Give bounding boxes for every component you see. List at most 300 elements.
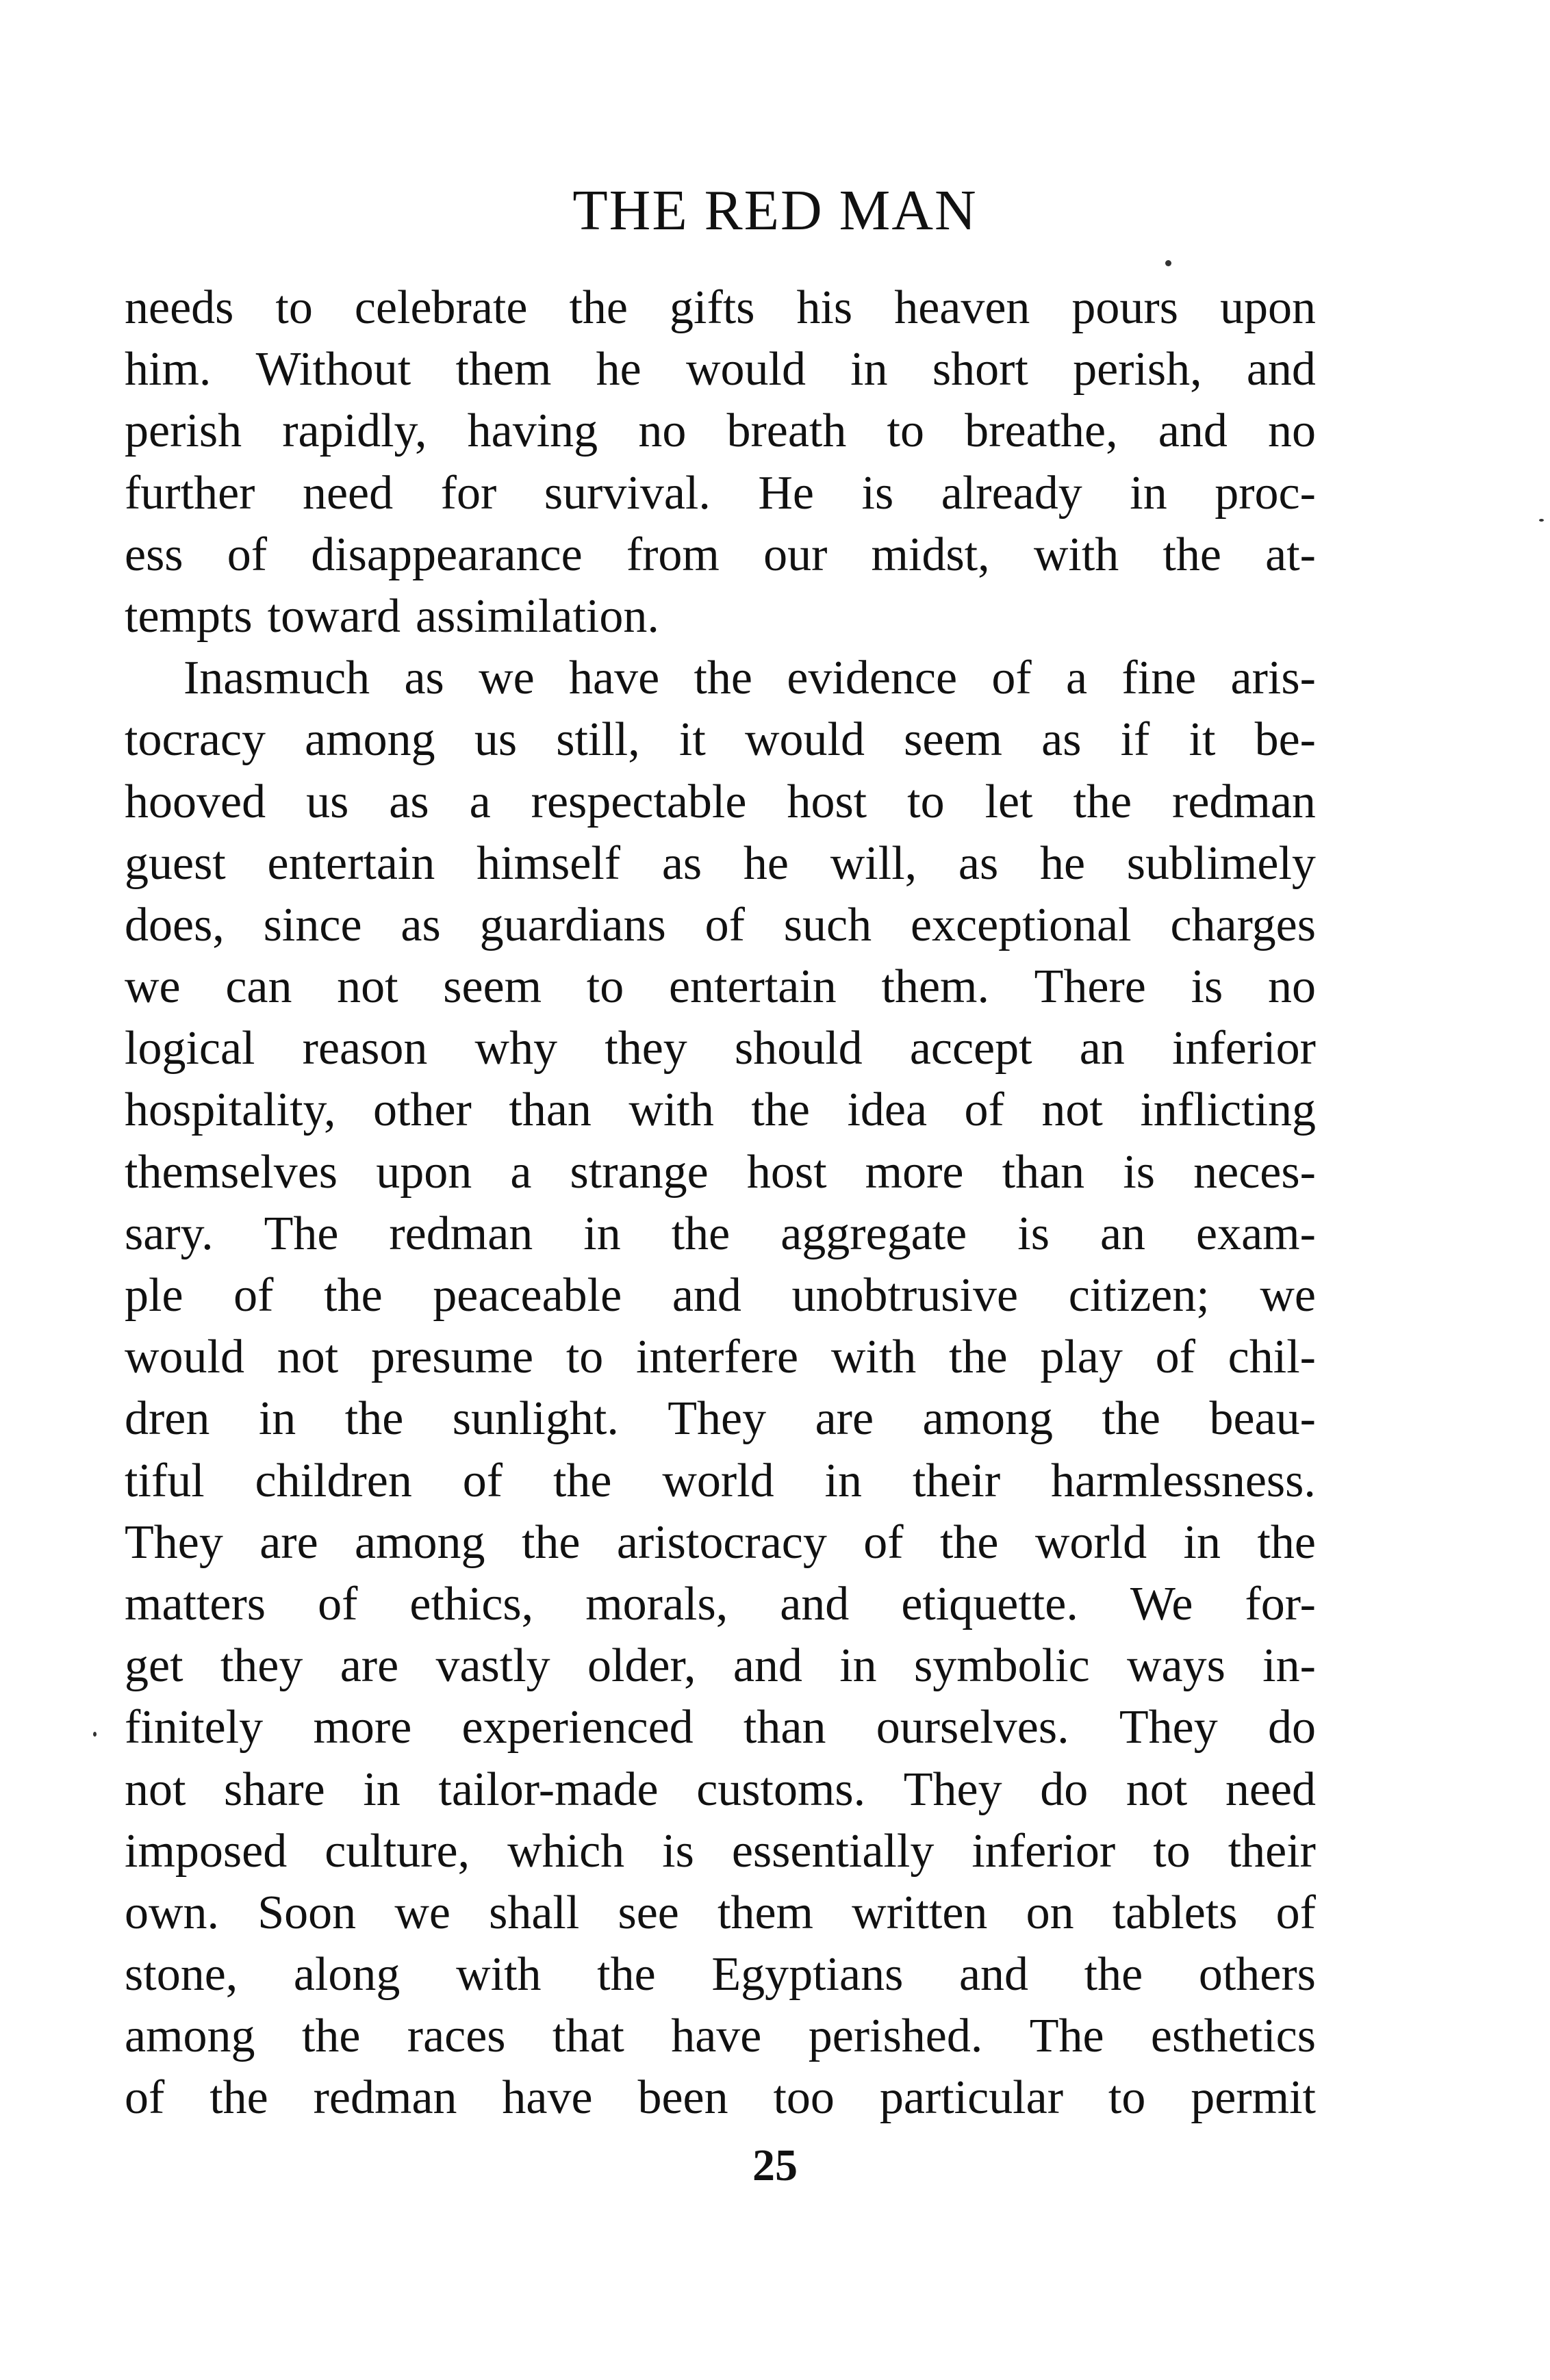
text-line	[125, 1821, 1316, 1882]
word: for	[440, 466, 497, 520]
word: ourselves.	[876, 1701, 1069, 1754]
word: an	[1100, 1207, 1146, 1260]
word: which	[507, 1824, 625, 1878]
word: is	[861, 466, 894, 520]
word: should	[734, 1022, 863, 1075]
word: of	[704, 898, 745, 951]
word: more	[865, 1145, 964, 1199]
word: seem	[904, 713, 1002, 767]
word: in	[583, 1207, 621, 1260]
word: They	[903, 1763, 1002, 1816]
text-line	[125, 1882, 1316, 1944]
word: of	[1155, 1331, 1195, 1384]
word: beau-	[1209, 1392, 1316, 1446]
word: idea	[847, 1084, 928, 1137]
word: ethics,	[409, 1577, 534, 1630]
word: can	[225, 960, 292, 1014]
word: of	[233, 1269, 274, 1322]
word: not	[1126, 1763, 1188, 1816]
word: him.	[125, 343, 212, 396]
word: and	[1246, 343, 1316, 396]
word: citizen;	[1068, 1269, 1210, 1322]
word: and	[733, 1639, 802, 1693]
word: redman	[1172, 775, 1316, 828]
word: strange	[570, 1145, 709, 1199]
word: sary.	[125, 1207, 214, 1260]
word: They	[125, 1515, 223, 1569]
word: races	[407, 2010, 506, 2063]
word: would	[685, 343, 806, 396]
word: imposed	[125, 1824, 288, 1878]
word: to	[887, 405, 924, 458]
word: symbolic	[913, 1639, 1090, 1693]
word: exam-	[1196, 1207, 1316, 1260]
body-text	[125, 277, 1316, 2129]
word: others	[1198, 1948, 1316, 2001]
word: fine	[1121, 652, 1197, 705]
word: as	[958, 836, 999, 890]
word: aggregate	[780, 1207, 967, 1260]
text-line	[125, 1635, 1316, 1697]
word: Egyptians	[711, 1948, 904, 2001]
word: to	[275, 281, 313, 334]
word: have	[569, 652, 660, 705]
word: dren	[125, 1392, 210, 1446]
word: celebrate	[354, 281, 528, 334]
word: not	[277, 1331, 339, 1384]
word: gifts	[670, 281, 755, 334]
word: not	[337, 960, 398, 1014]
word: since	[263, 898, 362, 951]
text-line	[125, 1327, 1316, 1388]
word: in	[824, 1454, 862, 1507]
word: particular	[879, 2071, 1064, 2125]
word: heaven	[894, 281, 1030, 334]
word: entertain	[668, 960, 837, 1014]
word: to	[1153, 1824, 1191, 1878]
word: customs.	[696, 1763, 866, 1816]
word: older,	[587, 1639, 696, 1693]
word: permit	[1191, 2071, 1316, 2125]
word: he	[1039, 836, 1086, 890]
word: ess	[125, 528, 183, 581]
word: in	[258, 1392, 296, 1446]
text-line	[125, 277, 1316, 339]
word: sunlight.	[452, 1392, 619, 1446]
word: in-	[1262, 1639, 1316, 1693]
word: world	[662, 1454, 774, 1507]
word: inferior	[971, 1824, 1116, 1878]
word: see	[618, 1886, 679, 1939]
word: a	[510, 1145, 532, 1199]
word: midst,	[871, 528, 990, 581]
word: is	[1123, 1145, 1156, 1199]
word: matters	[125, 1577, 266, 1630]
word: if	[1120, 713, 1150, 767]
word: world	[1034, 1515, 1147, 1569]
word: further	[125, 466, 255, 520]
word: he	[596, 343, 641, 396]
word: toward	[267, 589, 401, 643]
word: them	[455, 343, 552, 396]
word: upon	[1220, 281, 1316, 334]
word: host	[746, 1145, 827, 1199]
word: perish,	[1073, 343, 1202, 396]
word: neces-	[1193, 1145, 1316, 1199]
word: are	[340, 1639, 399, 1693]
word: tailor-made	[438, 1763, 659, 1816]
text-line	[125, 895, 1316, 956]
word: the	[521, 1515, 581, 1569]
word: charges	[1170, 898, 1316, 951]
word: unobtrusive	[791, 1269, 1019, 1322]
word: the	[949, 1331, 1008, 1384]
word: in	[839, 1639, 877, 1693]
text-line	[125, 1574, 1316, 1635]
text-line	[125, 1203, 1316, 1265]
running-head: THE RED MAN	[572, 179, 978, 242]
text-line	[125, 2067, 1316, 2129]
word: experienced	[461, 1701, 694, 1754]
word: that	[552, 2010, 624, 2063]
word: needs	[125, 281, 234, 334]
word: along	[293, 1948, 401, 2001]
word: the	[301, 2010, 361, 2063]
word: guest	[125, 836, 226, 890]
text-line	[125, 1512, 1316, 1574]
word: us	[306, 775, 349, 828]
text-line	[125, 1697, 1316, 1758]
word: esthetics	[1150, 2010, 1316, 2063]
word: disappearance	[311, 528, 583, 581]
word: short	[932, 343, 1028, 396]
word: them	[717, 1886, 813, 1939]
word: breathe,	[965, 405, 1118, 458]
word: proc-	[1215, 466, 1316, 520]
word: tablets	[1112, 1886, 1238, 1939]
word: the	[552, 1454, 612, 1507]
text-line	[125, 1944, 1316, 2006]
text-line	[125, 1450, 1316, 1512]
word: in	[1183, 1515, 1221, 1569]
word: is	[1191, 960, 1223, 1014]
word: in	[363, 1763, 401, 1816]
word: the	[1102, 1392, 1160, 1446]
word: as	[401, 898, 441, 951]
word: the	[1257, 1515, 1316, 1569]
word: assimilation.	[416, 589, 659, 643]
word: They	[668, 1392, 767, 1446]
word: no	[1267, 960, 1316, 1014]
word: more	[313, 1701, 412, 1754]
word: not	[1041, 1084, 1103, 1137]
word: upon	[376, 1145, 472, 1199]
word: let	[984, 775, 1033, 828]
text-line	[125, 1388, 1316, 1450]
word: are	[259, 1515, 318, 1569]
word: tocracy	[125, 713, 266, 767]
word: perish	[125, 405, 242, 458]
paragraph-1	[125, 277, 1316, 648]
word: too	[773, 2071, 835, 2125]
word: aristocracy	[616, 1515, 827, 1569]
word: in	[1130, 466, 1167, 520]
word: have	[502, 2071, 593, 2125]
word: of	[991, 652, 1032, 705]
word: his	[796, 281, 853, 334]
word: no	[1268, 405, 1316, 458]
word: to	[907, 775, 945, 828]
word: will,	[830, 836, 917, 890]
word: of	[863, 1515, 904, 1569]
word: an	[1079, 1022, 1125, 1075]
word: of	[1275, 1886, 1316, 1939]
word: There	[1034, 960, 1146, 1014]
word: etiquette.	[901, 1577, 1078, 1630]
word: we	[1260, 1269, 1316, 1322]
text-line	[125, 1142, 1316, 1203]
word: he	[743, 836, 789, 890]
word: the	[671, 1207, 730, 1260]
word: a	[469, 775, 491, 828]
word: among	[305, 713, 435, 767]
word: presume	[370, 1331, 534, 1384]
word: reason	[302, 1022, 428, 1075]
word: perished.	[808, 2010, 983, 2063]
word: as	[661, 836, 702, 890]
word: and	[958, 1948, 1029, 2001]
text-line	[125, 339, 1316, 400]
word: still,	[556, 713, 640, 767]
word: of	[227, 528, 268, 581]
print-speck	[1165, 260, 1171, 266]
word: inflicting	[1140, 1084, 1316, 1137]
word: be-	[1254, 713, 1316, 767]
word: their	[1228, 1824, 1316, 1878]
text-line	[125, 1079, 1316, 1141]
word: ple	[125, 1269, 183, 1322]
word: the	[324, 1269, 383, 1322]
word: harmlessness.	[1051, 1454, 1316, 1507]
paragraph-2	[125, 648, 1316, 2129]
print-speck	[1539, 519, 1544, 522]
word: and	[1158, 405, 1228, 458]
word: we	[479, 652, 535, 705]
word: the	[597, 1948, 656, 2001]
word: than	[509, 1084, 592, 1137]
word: respectable	[531, 775, 747, 828]
word: and	[780, 1577, 850, 1630]
word: get	[125, 1639, 183, 1693]
word: guardians	[479, 898, 666, 951]
word: himself	[477, 836, 621, 890]
word: the	[694, 652, 752, 705]
text-line	[125, 771, 1316, 833]
word: been	[637, 2071, 728, 2125]
word: for-	[1245, 1577, 1316, 1630]
word: sublimely	[1126, 836, 1316, 890]
word: tiful	[125, 1454, 205, 1507]
word: to	[1108, 2071, 1146, 2125]
word: they	[605, 1022, 687, 1075]
word: The	[1029, 2010, 1104, 2063]
text-line	[125, 400, 1316, 462]
word: shall	[489, 1886, 580, 1939]
word: exceptional	[910, 898, 1132, 951]
word: to	[566, 1331, 604, 1384]
word: survival.	[544, 466, 711, 520]
word: Inasmuch	[183, 652, 370, 705]
word: stone,	[125, 1948, 238, 2001]
word: morals,	[585, 1577, 728, 1630]
word: evidence	[787, 652, 958, 705]
text-line	[125, 463, 1316, 524]
text-line	[125, 1018, 1316, 1079]
word: and	[672, 1269, 741, 1322]
word: they	[220, 1639, 303, 1693]
word: vastly	[435, 1639, 550, 1693]
word: us	[474, 713, 518, 767]
word: the	[1084, 1948, 1143, 2001]
text-line	[125, 586, 1316, 648]
text-line	[125, 648, 1316, 709]
word: Soon	[257, 1886, 357, 1939]
word: redman	[313, 2071, 457, 2125]
word: the	[569, 281, 628, 334]
word: He	[758, 466, 814, 520]
word: is	[1017, 1207, 1050, 1260]
word: among	[922, 1392, 1053, 1446]
word: aris-	[1230, 652, 1316, 705]
word: on	[1026, 1886, 1074, 1939]
word: interfere	[636, 1331, 799, 1384]
word: breath	[726, 405, 847, 458]
word: accept	[909, 1022, 1032, 1075]
word: the	[939, 1515, 999, 1569]
word: They	[1119, 1701, 1218, 1754]
word: the	[1073, 775, 1132, 828]
word: host	[787, 775, 867, 828]
word: share	[224, 1763, 325, 1816]
word: pours	[1071, 281, 1178, 334]
word: why	[474, 1022, 558, 1075]
word: play	[1040, 1331, 1123, 1384]
word: hospitality,	[125, 1084, 336, 1137]
word: own.	[125, 1886, 220, 1939]
word: would	[744, 713, 865, 767]
word: peaceable	[433, 1269, 622, 1322]
word: as	[389, 775, 429, 828]
word: having	[467, 405, 598, 458]
print-speck	[93, 1732, 97, 1737]
word: it	[678, 713, 706, 767]
word: ways	[1126, 1639, 1225, 1693]
word: entertain	[267, 836, 435, 890]
word: The	[264, 1207, 339, 1260]
word: a	[1065, 652, 1088, 705]
word: of	[462, 1454, 503, 1507]
word: with	[1033, 528, 1119, 581]
word: it	[1189, 713, 1216, 767]
word: the	[751, 1084, 810, 1137]
word: hooved	[125, 775, 266, 828]
word: of	[318, 1577, 358, 1630]
word: their	[912, 1454, 1001, 1507]
word: Without	[255, 343, 411, 396]
word: chil-	[1228, 1331, 1316, 1384]
word: than	[743, 1701, 826, 1754]
word: with	[628, 1084, 714, 1137]
word: need	[1225, 1763, 1316, 1816]
word: need	[302, 466, 394, 520]
word: in	[850, 343, 888, 396]
word: finitely	[125, 1701, 264, 1754]
text-line	[125, 2006, 1316, 2067]
word: would	[125, 1331, 244, 1384]
word: the	[1162, 528, 1221, 581]
word: essentially	[731, 1824, 935, 1878]
word: culture,	[325, 1824, 470, 1878]
word: such	[783, 898, 872, 951]
word: the	[344, 1392, 404, 1446]
word: is	[662, 1824, 694, 1878]
word: with	[830, 1331, 917, 1384]
word: as	[1041, 713, 1082, 767]
word: tempts	[125, 589, 253, 643]
text-line	[125, 956, 1316, 1018]
word: of	[125, 2071, 165, 2125]
text-line	[125, 524, 1316, 586]
word: among	[125, 2010, 255, 2063]
word: not	[125, 1763, 186, 1816]
word: from	[626, 528, 720, 581]
word: logical	[125, 1022, 255, 1075]
word: We	[1130, 1577, 1193, 1630]
word: redman	[389, 1207, 533, 1260]
word: are	[815, 1392, 874, 1446]
word: already	[941, 466, 1082, 520]
word: no	[638, 405, 687, 458]
word: do	[1267, 1701, 1316, 1754]
word: other	[373, 1084, 472, 1137]
word: of	[964, 1084, 1004, 1137]
text-line	[125, 1265, 1316, 1327]
word: rapidly,	[282, 405, 427, 458]
word: written	[852, 1886, 988, 1939]
text-line	[125, 833, 1316, 895]
word: as	[404, 652, 444, 705]
word: seem	[443, 960, 542, 1014]
word: we	[125, 960, 181, 1014]
word: at-	[1265, 528, 1316, 581]
text-line	[125, 709, 1316, 771]
word: among	[355, 1515, 485, 1569]
word: than	[1002, 1145, 1085, 1199]
text-line	[125, 1759, 1316, 1821]
word: the	[209, 2071, 268, 2125]
word: children	[255, 1454, 412, 1507]
page-number: 25	[752, 2140, 798, 2190]
word: with	[456, 1948, 542, 2001]
word: them.	[881, 960, 989, 1014]
word: our	[763, 528, 828, 581]
word: to	[586, 960, 624, 1014]
word: inferior	[1172, 1022, 1316, 1075]
word: does,	[125, 898, 225, 951]
word: themselves	[125, 1145, 338, 1199]
word: have	[671, 2010, 762, 2063]
word: do	[1040, 1763, 1089, 1816]
